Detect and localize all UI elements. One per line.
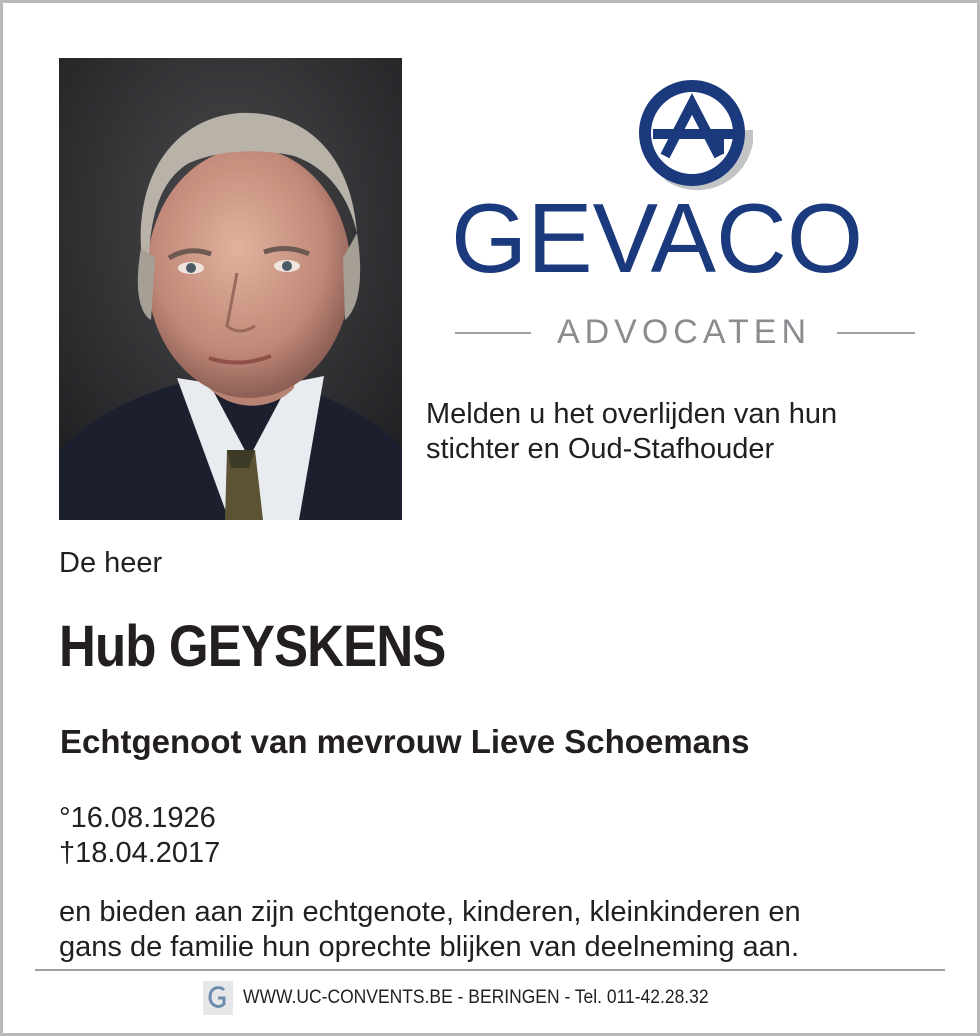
- condolence-line: gans de familie hun oprechte blijken van deelneming aan.: [59, 931, 799, 963]
- brand-rule-left: [455, 332, 531, 334]
- portrait-photo: [59, 58, 402, 520]
- deceased-name: Hub GEYSKENS: [59, 614, 446, 679]
- condolence-text: [59, 895, 801, 965]
- announcement-line: Melden u het overlijden van hun: [426, 398, 838, 430]
- gevaco-logo-icon: [637, 78, 753, 194]
- footer: [203, 981, 749, 1015]
- brand-subtitle-row: [451, 313, 917, 353]
- footer-contact[interactable]: WWW.UC-CONVENTS.BE - BERINGEN - Tel. 011-42.28.32: [243, 987, 709, 1008]
- footer-divider: [35, 969, 945, 971]
- condolence-line: en bieden aan zijn echtgenote, kinderen, kleinkinderen en: [59, 896, 801, 928]
- life-dates: [59, 801, 220, 871]
- brand-subtitle: ADVOCATEN: [556, 313, 812, 351]
- announcement-line: stichter en Oud-Stafhouder: [426, 433, 775, 465]
- brand-rule-right: [837, 332, 915, 334]
- death-date: †18.04.2017: [59, 837, 221, 869]
- salutation: De heer: [59, 547, 163, 579]
- brand-name: GEVACO: [451, 183, 864, 293]
- announcement: [426, 397, 837, 467]
- birth-date: °16.08.1926: [59, 802, 216, 834]
- spouse-line: Echtgenoot van mevrouw Lieve Schoemans: [60, 723, 750, 760]
- uc-convents-logo-icon: [203, 981, 233, 1015]
